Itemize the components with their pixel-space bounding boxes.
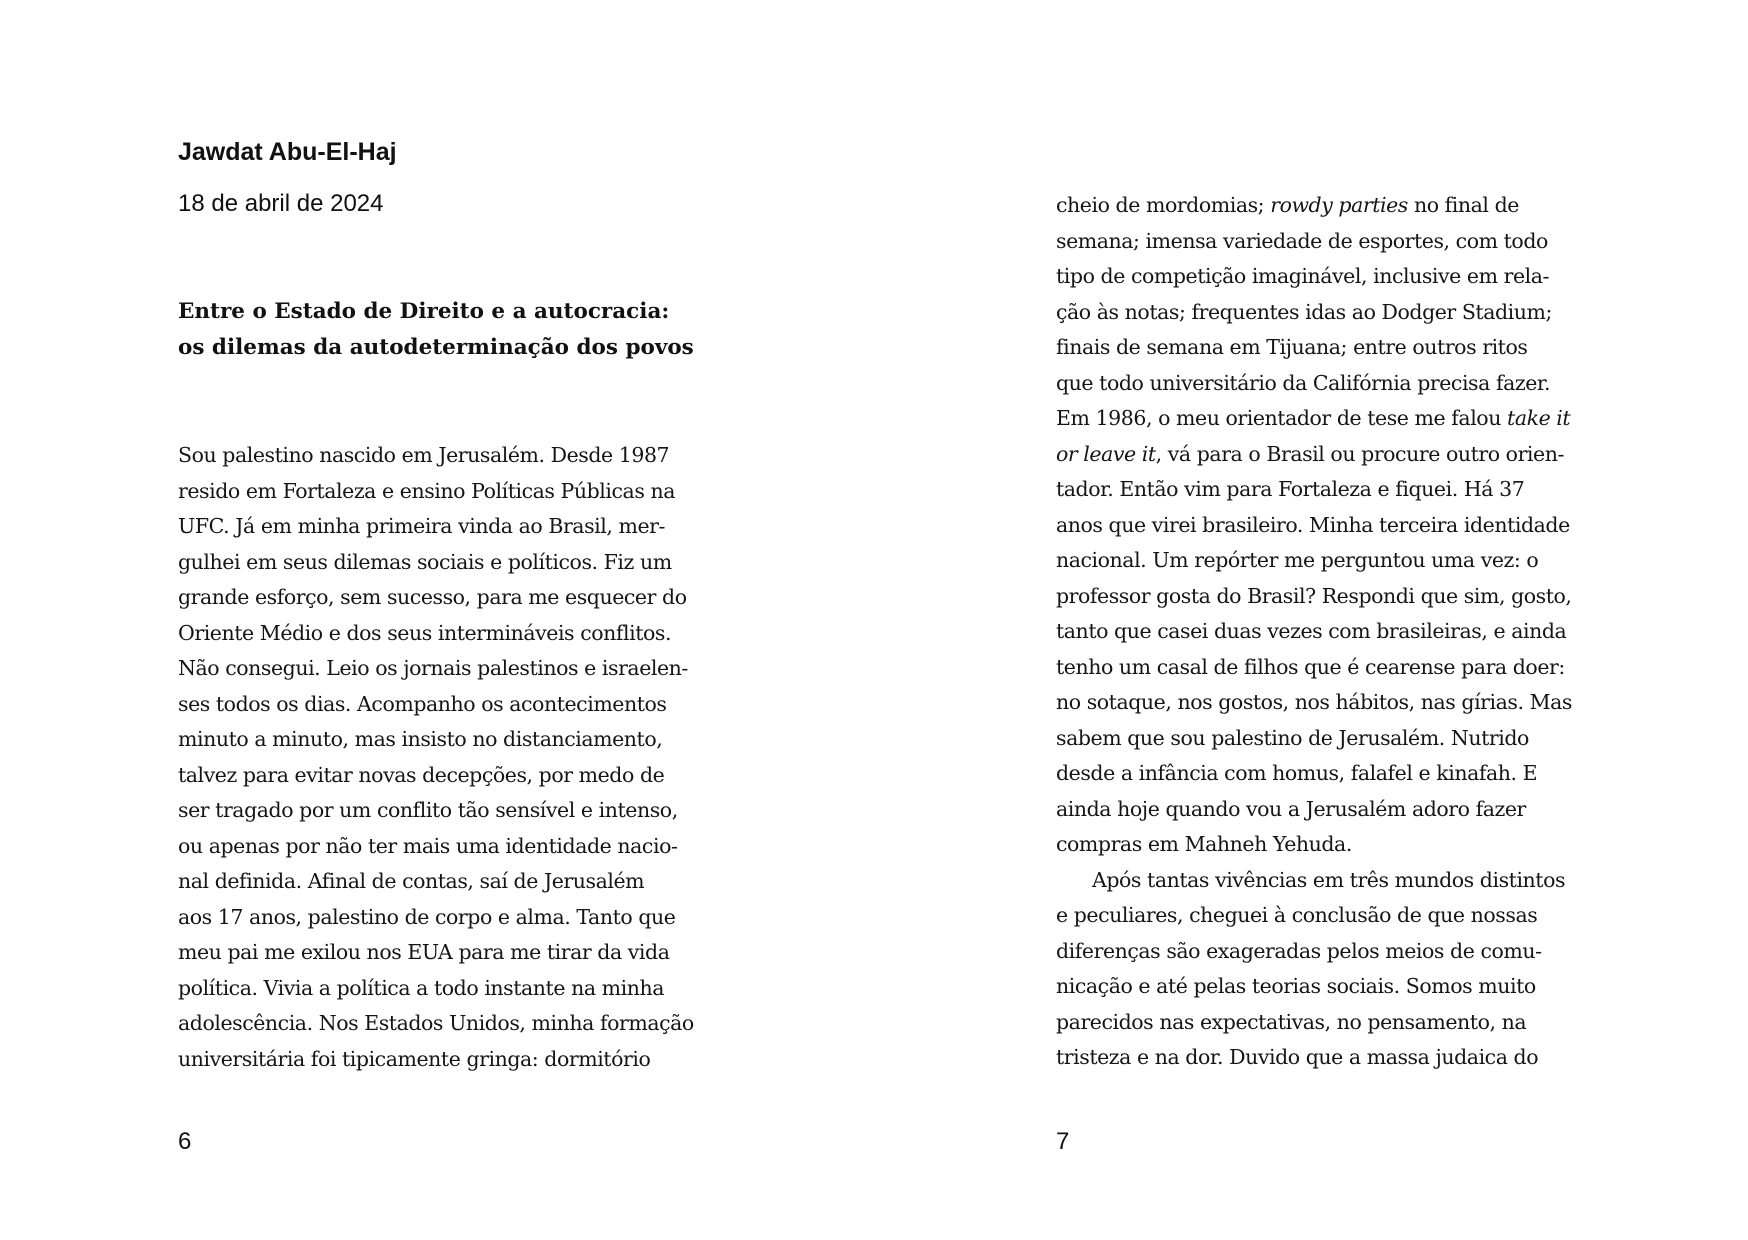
- text-line: [1056, 401, 1572, 437]
- article-date: 18 de abril de 2024: [178, 190, 384, 217]
- text-line: nal definida. Afinal de contas, saí de Jerusalém: [178, 869, 645, 893]
- text-fragment: no final de: [1407, 193, 1519, 217]
- text-line: nicação e até pelas teorias sociais. Somos muito: [1056, 974, 1536, 998]
- text-line: universitária foi tipicamente gringa: dormitório: [178, 1046, 651, 1071]
- body-text-left: [178, 438, 694, 1077]
- text-line: Não consegui. Leio os jornais palestinos e israelen-: [178, 656, 688, 680]
- text-line: ou apenas por não ter mais uma identidade nacio-: [178, 833, 678, 858]
- text-line: diferenças são exageradas pelos meios de comu-: [1056, 938, 1542, 963]
- text-line: professor gosta do Brasil? Respondi que sim, gosto,: [1056, 583, 1572, 608]
- text-line: UFC. Já em minha primeira vinda ao Brasil, mer-: [178, 514, 665, 538]
- text-line: tenho um casal de filhos que é cearense para doer:: [1056, 654, 1565, 679]
- text-line: Oriente Médio e dos seus intermináveis conflitos.: [178, 620, 672, 645]
- body-text-right: [1056, 188, 1572, 1076]
- text-line: política. Vivia a política a todo instante na minha: [178, 975, 665, 1000]
- text-line: [1056, 188, 1572, 224]
- italic-phrase: rowdy parties: [1270, 193, 1408, 217]
- text-line: desde a infância com homus, falafel e kinafah. E: [1056, 761, 1538, 785]
- text-line: tanto que casei duas vezes com brasileiras, e ainda: [1056, 619, 1567, 643]
- text-line: parecidos nas expectativas, no pensamento, na: [1056, 1009, 1527, 1034]
- text-line: finais de semana em Tijuana; entre outros ritos: [1056, 335, 1528, 359]
- text-line: tristeza e na dor. Duvido que a massa judaica do: [1056, 1045, 1539, 1069]
- title-line: Entre o Estado de Direito e a autocracia:: [178, 299, 670, 324]
- text-line: minuto a minuto, mas insisto no distanciamento,: [178, 727, 663, 751]
- text-line: que todo universitário da Califórnia precisa fazer.: [1056, 370, 1551, 395]
- text-line: sabem que sou palestino de Jerusalém. Nutrido: [1056, 725, 1529, 750]
- text-line: gulhei em seus dilemas sociais e políticos. Fiz um: [178, 549, 672, 574]
- text-line: no sotaque, nos gostos, nos hábitos, nas gírias. Mas: [1056, 690, 1572, 714]
- text-fragment: , vá para o Brasil ou procure outro orien-: [1155, 441, 1564, 466]
- article-title: [178, 294, 694, 366]
- text-line: tipo de competição imaginável, inclusive em rela-: [1056, 264, 1550, 288]
- page-number-left: 6: [178, 1128, 192, 1155]
- text-line: anos que virei brasileiro. Minha terceira identidade: [1056, 512, 1570, 537]
- text-line: resido em Fortaleza e ensino Políticas Públicas na: [178, 478, 675, 503]
- text-line: nacional. Um repórter me perguntou uma vez: o: [1056, 548, 1539, 572]
- text-line: Sou palestino nascido em Jerusalém. Desde 1987: [178, 443, 670, 467]
- text-line: ção às notas; frequentes idas ao Dodger Stadium;: [1056, 299, 1552, 324]
- text-line: ser tragado por um conflito tão sensível e intenso,: [178, 798, 678, 822]
- text-line: [1056, 437, 1572, 473]
- text-line: e peculiares, cheguei à conclusão de que nossas: [1056, 903, 1538, 927]
- text-line: adolescência. Nos Estados Unidos, minha formação: [178, 1011, 694, 1035]
- text-line: talvez para evitar novas decepções, por medo de: [178, 762, 665, 787]
- text-line: compras em Mahneh Yehuda.: [1056, 832, 1352, 856]
- text-line: ainda hoje quando vou a Jerusalém adoro fazer: [1056, 796, 1526, 821]
- text-line: semana; imensa variedade de esportes, com todo: [1056, 228, 1548, 253]
- text-line: grande esforço, sem sucesso, para me esquecer do: [178, 585, 687, 609]
- page-number-right: 7: [1056, 1128, 1070, 1155]
- italic-phrase: take it: [1507, 406, 1571, 430]
- author-name: Jawdat Abu-El-Haj: [178, 138, 397, 166]
- text-line: ses todos os dias. Acompanho os acontecimentos: [178, 691, 667, 716]
- text-fragment: cheio de mordomias;: [1056, 193, 1271, 217]
- title-line: os dilemas da autodeterminação dos povos: [178, 335, 694, 360]
- text-line: aos 17 anos, palestino de corpo e alma. Tanto que: [178, 904, 676, 929]
- text-line: tador. Então vim para Fortaleza e fiquei. Há 37: [1056, 477, 1525, 501]
- text-line: Após tantas vivências em três mundos distintos: [1092, 867, 1566, 892]
- italic-phrase: or leave it: [1056, 441, 1156, 466]
- text-fragment: Em 1986, o meu orientador de tese me falou: [1056, 406, 1508, 430]
- text-line: meu pai me exilou nos EUA para me tirar da vida: [178, 940, 670, 964]
